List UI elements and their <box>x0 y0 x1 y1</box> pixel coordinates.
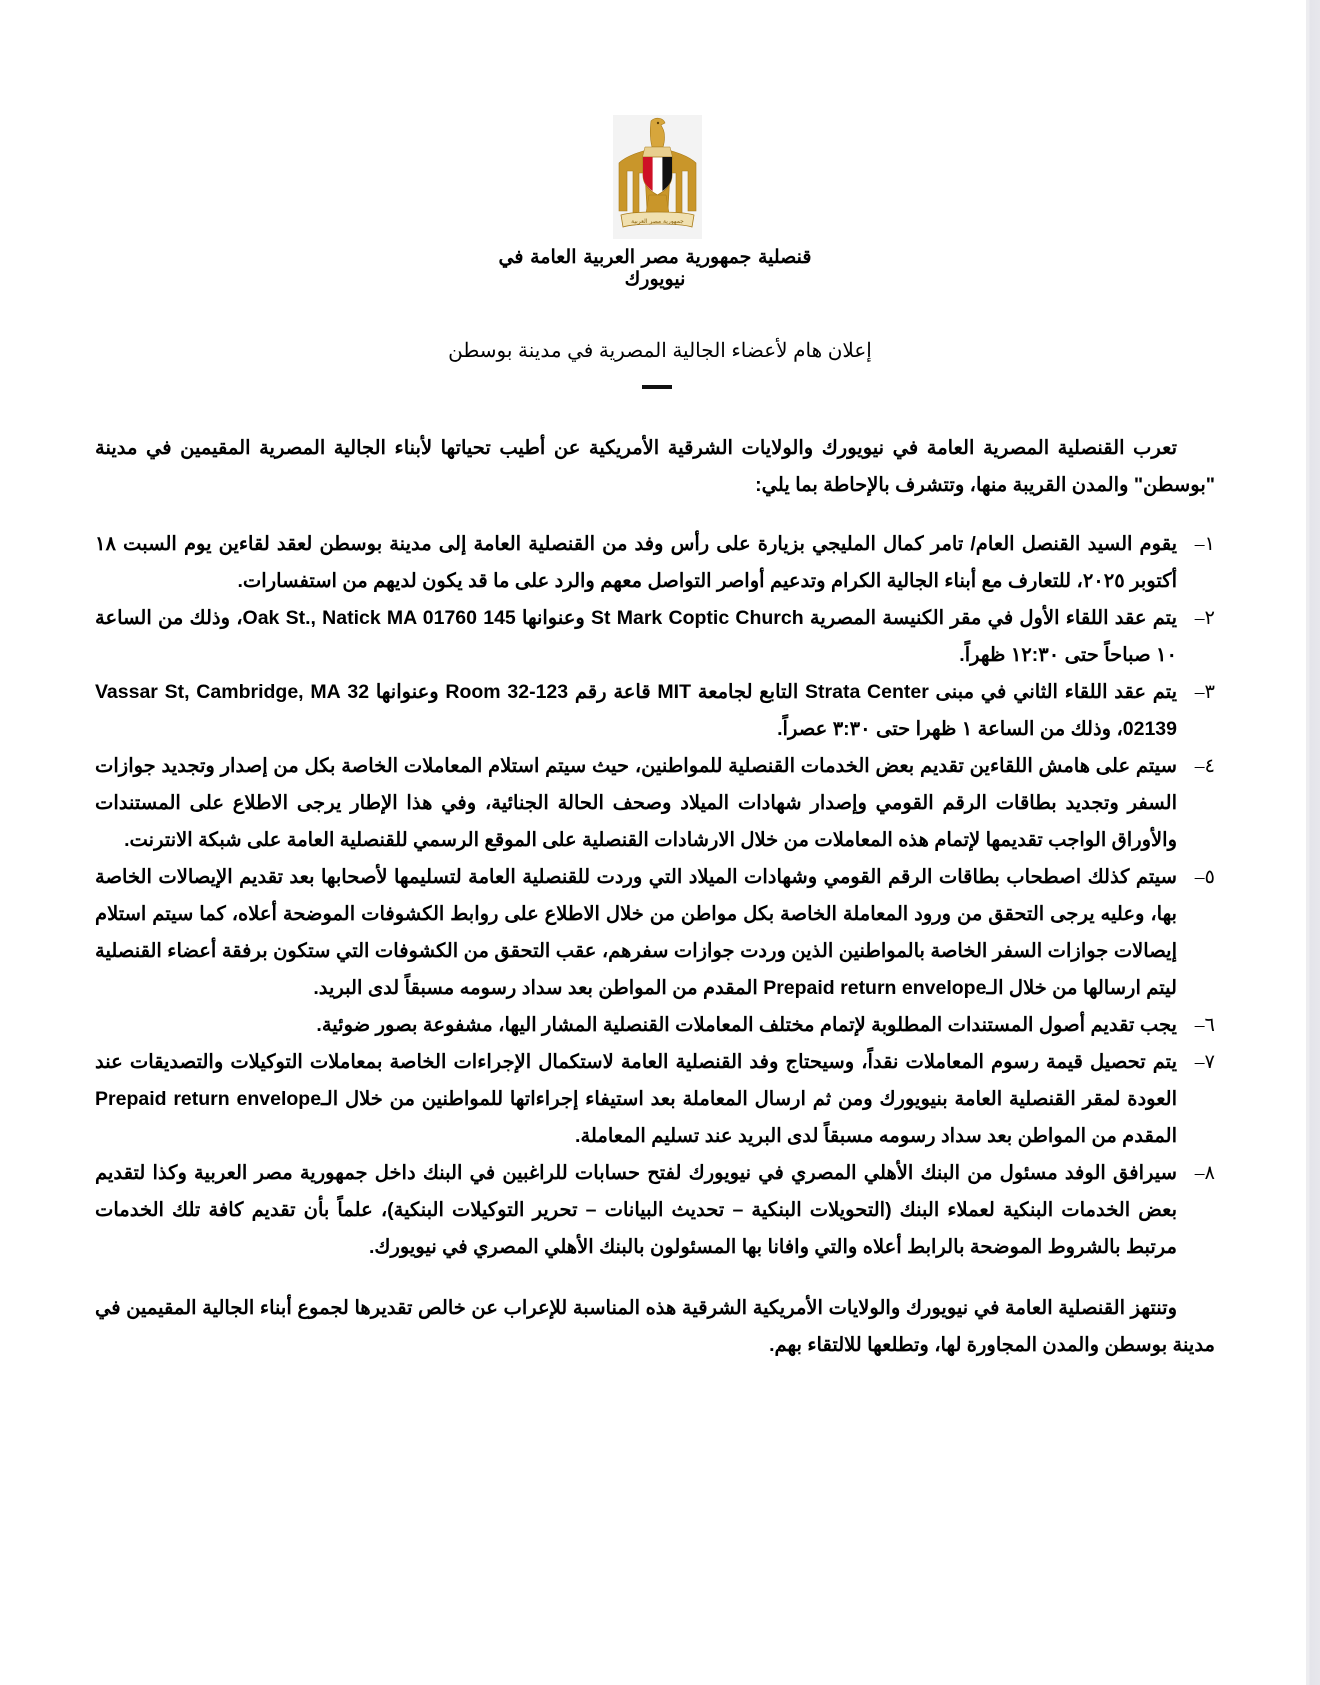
closing-paragraph: وتنتهز القنصلية العامة في نيويورك والولايات الأمريكية الشرقية هذه المناسبة للإعراب عن خالص تقديرها لجموع أبناء الجالية المقيمين في مدينة بوسطن والمدن المجاورة لها، وتطلعها للالتقاء بهم. <box>95 1297 1215 1356</box>
item-text: سيتم على هامش اللقاءين تقديم بعض الخدمات القنصلية للمواطنين، حيث سيتم استلام المعاملات الخاصة بكل من إصدار وتجديد جوازات السفر وتجديد بطاقات الرقم القومي وإصدار شهادات الميلاد وصحف الحالة الجنائية، وفي هذا الإطار يرجى الاطلاع على المستندات والأوراق الواجب تقديمها لإتمام هذه المعاملات من خلال الارشادات القنصلية على الموقع الرسمي للقنصلية العامة على شبكة الانترنت. <box>95 755 1177 851</box>
item-text: يتم عقد اللقاء الأول في مقر الكنيسة المصرية St Mark Coptic Church وعنوانها 145 Oak St., Natick MA 01760، وذلك من الساعة ١٠ صباحاً حتى ١٢:٣٠ ظهراً. <box>95 607 1177 666</box>
emblem-caption: جمهورية مصر العربية <box>631 218 684 225</box>
announcement-body <box>95 430 1215 1384</box>
list-item <box>95 674 1215 748</box>
list-item <box>95 600 1215 674</box>
item-text: سيتم كذلك اصطحاب بطاقات الرقم القومي وشهادات الميلاد التي وردت للقنصلية العامة لتسليمها لأصحابها بعد تقديم الإيصالات الخاصة بها، وعليه يرجى التحقق من ورود المعاملة الخاصة بكل مواطن من خلال الاطلاع على روابط الكشوفات الموضحة أعلاه، كما سيتم استلام إيصالات جوازات السفر الخاصة بالمواطنين الذين وردت جوازات سفرهم، عقب التحقق من الكشوفات التي ستكون برفقة أعضاء القنصلية ليتم ارسالها من خلال الـPrepaid return envelope المقدم من المواطن بعد سداد رسومه مسبقاً لدى البريد. <box>95 866 1177 999</box>
egypt-emblem-icon <box>613 115 702 239</box>
list-item <box>95 748 1215 859</box>
item-text: يجب تقديم أصول المستندات المطلوبة لإتمام مختلف المعاملات القنصلية المشار اليها، مشفوعة بصور ضوئية. <box>316 1014 1177 1036</box>
list-item <box>95 526 1215 600</box>
announcement-title: إعلان هام لأعضاء الجالية المصرية في مدينة بوسطن <box>448 340 872 363</box>
list-item <box>95 1007 1215 1044</box>
item-text: يقوم السيد القنصل العام/ تامر كمال المليجي بزيارة على رأس وفد من القنصلية العامة إلى مدينة بوسطن لعقد لقاءين يوم السبت ١٨ أكتوبر ٢٠٢٥، للتعارف مع أبناء الجالية الكرام وتدعيم أواصر التواصل معهم والرد على ما قد يكون لديهم من استفسارات. <box>95 533 1177 592</box>
consulate-letterhead: قنصلية جمهورية مصر العربية العامة في نيويورك <box>498 246 812 290</box>
list-item <box>95 859 1215 1007</box>
list-item <box>95 1155 1215 1266</box>
title-separator <box>642 385 672 389</box>
page-edge-shadow <box>1306 0 1320 1685</box>
item-number: ٦– <box>1194 1015 1215 1036</box>
list-item <box>95 1044 1215 1155</box>
item-number: ١– <box>1194 534 1215 555</box>
item-number: ٣– <box>1194 682 1215 703</box>
item-number: ٥– <box>1194 867 1215 888</box>
intro-paragraph: تعرب القنصلية المصرية العامة في نيويورك والولايات الشرقية الأمريكية عن أطيب تحياتها لأبناء الجالية المصرية المقيمين في مدينة "بوسطن" والمدن القريبة منها، وتتشرف بالإحاطة بما يلي: <box>95 437 1215 496</box>
item-number: ٧– <box>1194 1052 1215 1073</box>
announcement-list <box>95 526 1215 1266</box>
item-text: سيرافق الوفد مسئول من البنك الأهلي المصري في نيويورك لفتح حسابات للراغبين في البنك داخل جمهورية مصر العربية وكذا لتقديم بعض الخدمات البنكية لعملاء البنك (التحويلات البنكية – تحديث البيانات – تحرير التوكيلات البنكية)، علماً بأن تقديم كافة تلك الخدمات مرتبط بالشروط الموضحة بالرابط أعلاه والتي وافانا بها المسئولون بالبنك الأهلي المصري في نيويورك. <box>95 1162 1177 1258</box>
item-number: ٢– <box>1194 608 1215 629</box>
item-number: ٨– <box>1194 1163 1215 1184</box>
item-number: ٤– <box>1194 756 1215 777</box>
item-text: يتم تحصيل قيمة رسوم المعاملات نقداً، وسيحتاج وفد القنصلية العامة لاستكمال الإجراءات الخاصة بمعاملات التوكيلات والتصديقات عند العودة لمقر القنصلية العامة بنيويورك ومن ثم ارسال المعاملة بعد استيفاء إجراءاتها للمواطنين من خلال الـPrepaid return envelope المقدم من المواطن بعد سداد رسومه مسبقاً لدى البريد عند تسليم المعاملة. <box>95 1051 1178 1147</box>
item-text: يتم عقد اللقاء الثاني في مبنى Strata Center التابع لجامعة MIT قاعة رقم Room 32-123 وعنوانها 32 Vassar St, Cambridge, MA 02139، وذلك من الساعة ١ ظهرا حتى ٣:٣٠ عصراً. <box>95 681 1178 740</box>
